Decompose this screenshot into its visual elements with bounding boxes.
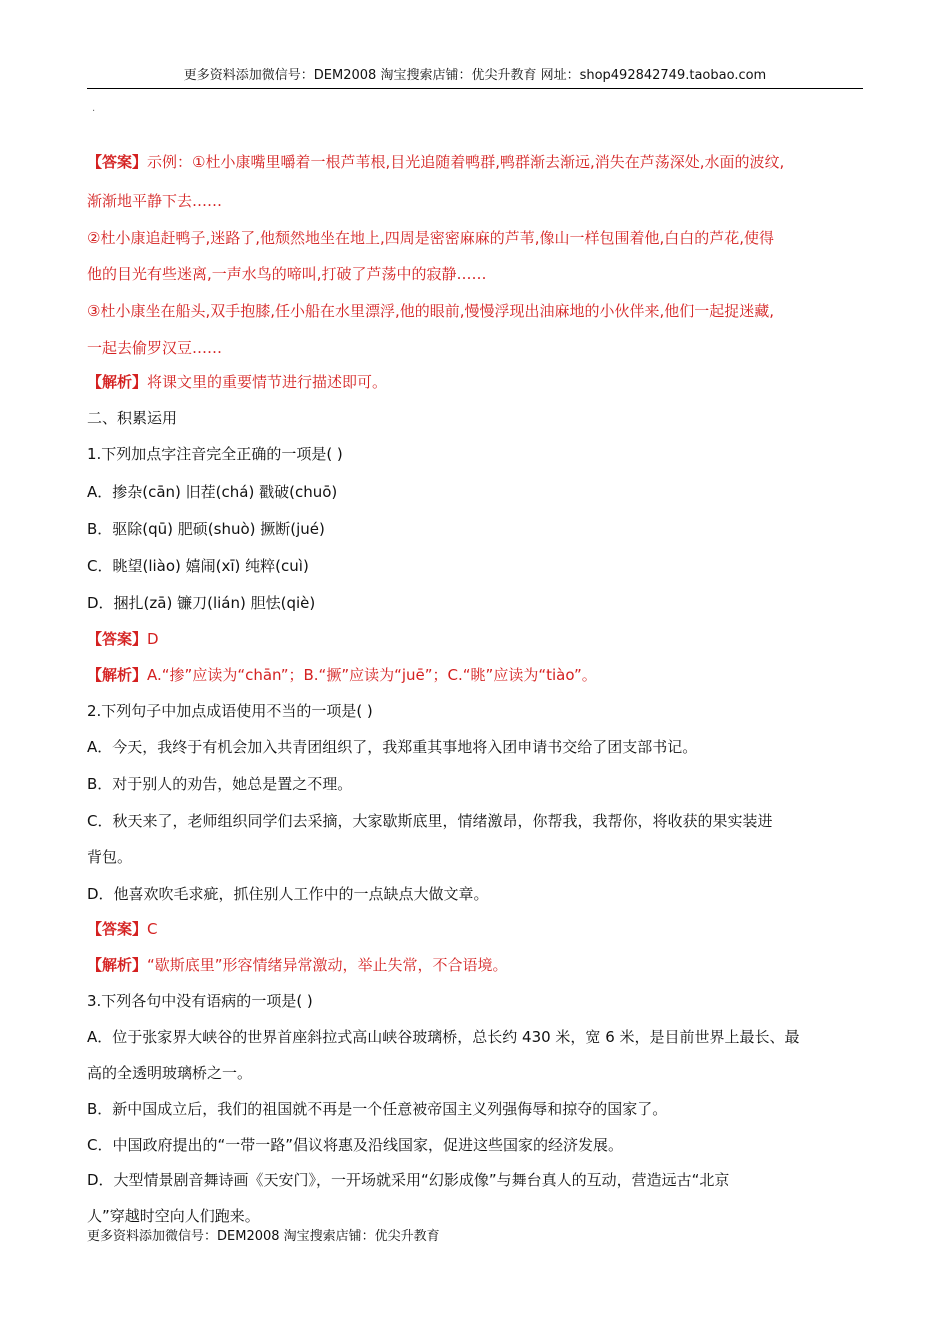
analysis-text: 将课文里的重要情节进行描述即可。 xyxy=(147,373,388,391)
answer-line-4: 他的目光有些迷离,一声水鸟的啼叫,打破了芦荡中的寂静…… xyxy=(87,265,487,283)
answer-line-6: 一起去偷罗汉豆…… xyxy=(87,339,223,357)
section-title: 二、积累运用 xyxy=(87,409,178,427)
page-header: 更多资料添加微信号：DEM2008 淘宝搜索店铺：优尖升教育 网址：shop492842749.taobao.com xyxy=(87,66,863,89)
q2-analysis xyxy=(87,954,863,976)
q1-answer-value: D xyxy=(147,630,159,648)
answer-line-2: 渐渐地平静下去…… xyxy=(87,192,223,210)
q2-stem: 2.下列句子中加点成语使用不当的一项是( ) xyxy=(87,702,373,720)
answer-line-3: ②杜小康追赶鸭子,迷路了,他颓然地坐在地上,四周是密密麻麻的芦苇,像山一样包围着他,白白的芦花,使得 xyxy=(87,229,775,247)
q2-answer-tag: 【答案】 xyxy=(87,920,148,938)
q3-stem: 3.下列各句中没有语病的一项是( ) xyxy=(87,992,313,1010)
q1-option-d: D．捆扎(zā) 镰刀(lián) 胆怯(qiè) xyxy=(87,594,316,612)
q1-option-a: A．掺杂(cān) 旧茬(chá) 戳破(chuō) xyxy=(87,483,338,501)
q3-option-c: C．中国政府提出的“一带一路”倡议将惠及沿线国家，促进这些国家的经济发展。 xyxy=(87,1136,624,1154)
analysis-tag: 【解析】 xyxy=(87,373,148,391)
q3-option-a-cont: 高的全透明玻璃桥之一。 xyxy=(87,1064,253,1082)
q2-analysis-text: “歇斯底里”形容情绪异常激动，举止失常，不合语境。 xyxy=(147,956,508,974)
q1-analysis-tag: 【解析】 xyxy=(87,666,148,684)
answer-text: 示例：①杜小康嘴里嚼着一根芦苇根,目光追随着鸭群,鸭群渐去渐远,消失在芦荡深处,水面的波纹, xyxy=(147,153,785,171)
q2-option-b: B．对于别人的劝告，她总是置之不理。 xyxy=(87,775,353,793)
q3-option-a: A．位于张家界大峡谷的世界首座斜拉式高山峡谷玻璃桥，总长约 430 米，宽 6 米，是目前世界上最长、最 xyxy=(87,1028,800,1046)
q3-option-d: D．大型情景剧音舞诗画《天安门》，一开场就采用“幻影成像”与舞台真人的互动，营造远古“北京 xyxy=(87,1171,730,1189)
q2-answer-value: C xyxy=(147,920,158,938)
q2-option-c-cont: 背包。 xyxy=(87,848,133,866)
q1-analysis xyxy=(87,664,863,686)
q2-option-c: C．秋天来了，老师组织同学们去采摘，大家歇斯底里，情绪激昂，你帮我，我帮你，将收获的果实装进 xyxy=(87,812,773,830)
analysis-line xyxy=(87,371,863,393)
answer-tag: 【答案】 xyxy=(87,153,148,171)
q2-option-a: A．今天，我终于有机会加入共青团组织了，我郑重其事地将入团申请书交给了团支部书记。 xyxy=(87,738,698,756)
q3-option-d-cont: 人”穿越时空向人们跑来。 xyxy=(87,1207,260,1225)
q2-answer xyxy=(87,918,863,940)
q1-stem: 1.下列加点字注音完全正确的一项是( ) xyxy=(87,445,343,463)
q2-analysis-tag: 【解析】 xyxy=(87,956,148,974)
q1-option-b: B．驱除(qū) 肥硕(shuò) 撅断(jué) xyxy=(87,520,325,538)
q1-answer-tag: 【答案】 xyxy=(87,630,148,648)
q1-analysis-text: A.“掺”应读为“chān”；B.“撅”应读为“juē”；C.“眺”应读为“tiào”。 xyxy=(147,666,597,684)
page-footer: 更多资料添加微信号：DEM2008 淘宝搜索店铺：优尖升教育 xyxy=(87,1229,440,1244)
q1-answer xyxy=(87,628,863,650)
q1-option-c: C．眺望(liào) 嬉闹(xī) 纯粹(cuì) xyxy=(87,557,309,575)
stray-mark: . xyxy=(92,103,96,114)
answer-line-1 xyxy=(87,151,863,173)
q2-option-d: D．他喜欢吹毛求疵，抓住别人工作中的一点缺点大做文章。 xyxy=(87,885,489,903)
q3-option-b: B．新中国成立后，我们的祖国就不再是一个任意被帝国主义列强侮辱和掠夺的国家了。 xyxy=(87,1100,668,1118)
answer-line-5: ③杜小康坐在船头,双手抱膝,任小船在水里漂浮,他的眼前,慢慢浮现出油麻地的小伙伴来,他们一起捉迷藏, xyxy=(87,302,775,320)
